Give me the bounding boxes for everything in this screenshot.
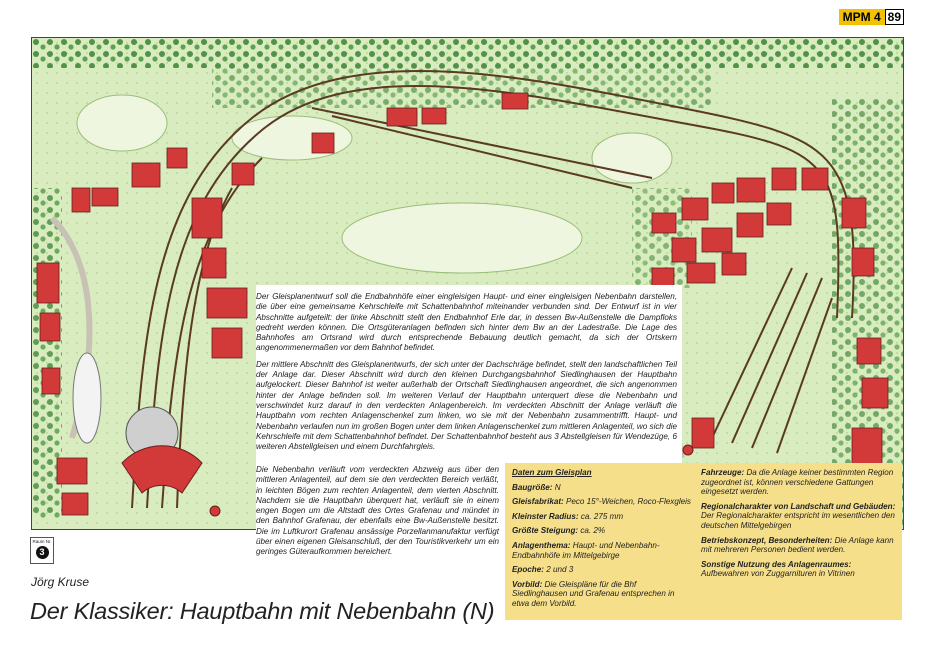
data-item: Anlagenthema: Haupt- und Nebenbahn-Endbahnhöfe im Mittelgebirge: [512, 540, 660, 560]
data-item: Größte Steigung: ca. 2%: [512, 526, 606, 536]
data-item: Gleisfabrikat: Peco 15°-Weichen, Roco-Flexgleis: [512, 497, 691, 507]
data-item: Kleinster Radius: ca. 275 mm: [512, 511, 624, 521]
data-panel-right: [701, 468, 897, 584]
page-header-badge: [839, 9, 904, 25]
data-item: Sonstige Nutzung des Anlagenraumes: Aufbewahren von Zuggarnituren in Vitrinen: [701, 559, 855, 579]
data-item: Fahrzeuge: Da die Anlage keiner bestimmten Region zugeordnet ist, können verschiedene Gattungen eingesetzt werden.: [701, 468, 894, 497]
room-number-badge: [30, 537, 54, 564]
room-number: 3: [36, 546, 49, 559]
magazine-label: MPM 4: [839, 9, 885, 25]
data-panel-left: [512, 468, 692, 614]
data-item: Betriebskonzept, Besonderheiten: Die Anlage kann mit mehreren Personen bedient werden.: [701, 535, 894, 555]
third-paragraph: Die Nebenbahn verläuft vom verdeckten Abzweig aus über den mittleren Anlagenteil, auf dem sie den verdeckten Bereich verläßt, in leichten Bögen zum rechten Anlagenteil, dem vierten Abschnitt. Nachdem sie die Hauptbahn überquert hat, verläuft sie in einem engen Bogen um die Altstadt des Ortes Grafenau und mündet in den Bahnhof Grafenau, der ebenfalls eine Bw-Außenstelle besitzt. Die im Luftkurort Grafenau ansässige Porzellanmanufaktur verfügt über einen eigenen Gleisanschluß, der den Touristikverkehr um ein geringes Güteraufkommen bereichert.: [256, 465, 499, 557]
author-name: Jörg Kruse: [31, 575, 90, 589]
room-label: Raum Nr.: [32, 539, 52, 544]
data-item: Baugröße: N: [512, 482, 561, 492]
intro-paragraph-1: Der Gleisplanentwurf soll die Endbahnhöfe einer eingleisigen Haupt- und einer eingleisigen Nebenbahn darstellen, die über eine gemeinsame Kehrschleife mit Schattenbahnhof miteinander verbunden sind. Der Entwurf ist in vier Abschnitte aufgeteilt: der linke Abschnitt stellt den Endbahnhof Erle dar, in dessen Bw-Außenstelle die Dampfloks gedreht werden können. Die Ortsgüteranlagen befinden sich hinter dem Bw an der Ladestraße. Die Lage des Bahnhofes am Ortsrand wird durch entsprechende Bebauung deutlich gemacht, da sich der Ortskern angenommenermaßen vor dem Bahnhof befindet.: [256, 292, 677, 353]
page-number: 89: [885, 9, 904, 25]
data-item: Regionalcharakter von Landschaft und Gebäuden: Der Regionalcharakter entspricht im wesentlichen den deutschen Mittelgebirgen: [701, 501, 896, 530]
data-item: Epoche: 2 und 3: [512, 565, 574, 575]
intro-paragraph-2: Der mittlere Abschnitt des Gleisplanentwurfs, der sich unter der Dachschräge befindet, stellt den landschaftlichen Teil der Anlage dar. Dieser Abschnitt wird durch den kleinen Durchgangsbahnhof Siedlinghausen der Hauptbahn aufgelockert. Dieser Bahnhof ist weiter außerhalb der Ortschaft Siedlinghausen angeordnet, die sich angenommen hinter der Anlage befinden soll. Im weiteren Verlauf der Hauptbahn unterquert diese die Nebenbahn und verschwindet kurz darauf in den verdeckten Anlagenbereich. Im verdeckten Abschnitt der Anlage verläuft die Hauptbahn vom rechten Anlagenschenkel zum linken, wo sie mit der Nebenbahn zusammentrifft. Haupt- und Nebenbahn verlaufen nun im großen Bogen unter dem linken Anlagenschenkel zum mittleren Anlagenteil, wo sich die Kehrschleife mit dem Schattenbahnhof befindet. Der Schattenbahnhof besteht aus 3 Abstellgleisen für Wendezüge, 6 weiteren Abstellgleisen und einem Durchfahrgleis.: [256, 359, 677, 452]
article-headline: Der Klassiker: Hauptbahn mit Nebenbahn (N): [30, 598, 495, 624]
data-panel-title: Daten zum Gleisplan: [512, 468, 592, 477]
data-item: Vorbild: Die Gleispläne für die Bhf Siedlinghausen und Grafenau entsprechen in etwa dem Vorbild.: [512, 579, 675, 608]
data-panel: [505, 463, 902, 620]
intro-text: [256, 292, 677, 458]
